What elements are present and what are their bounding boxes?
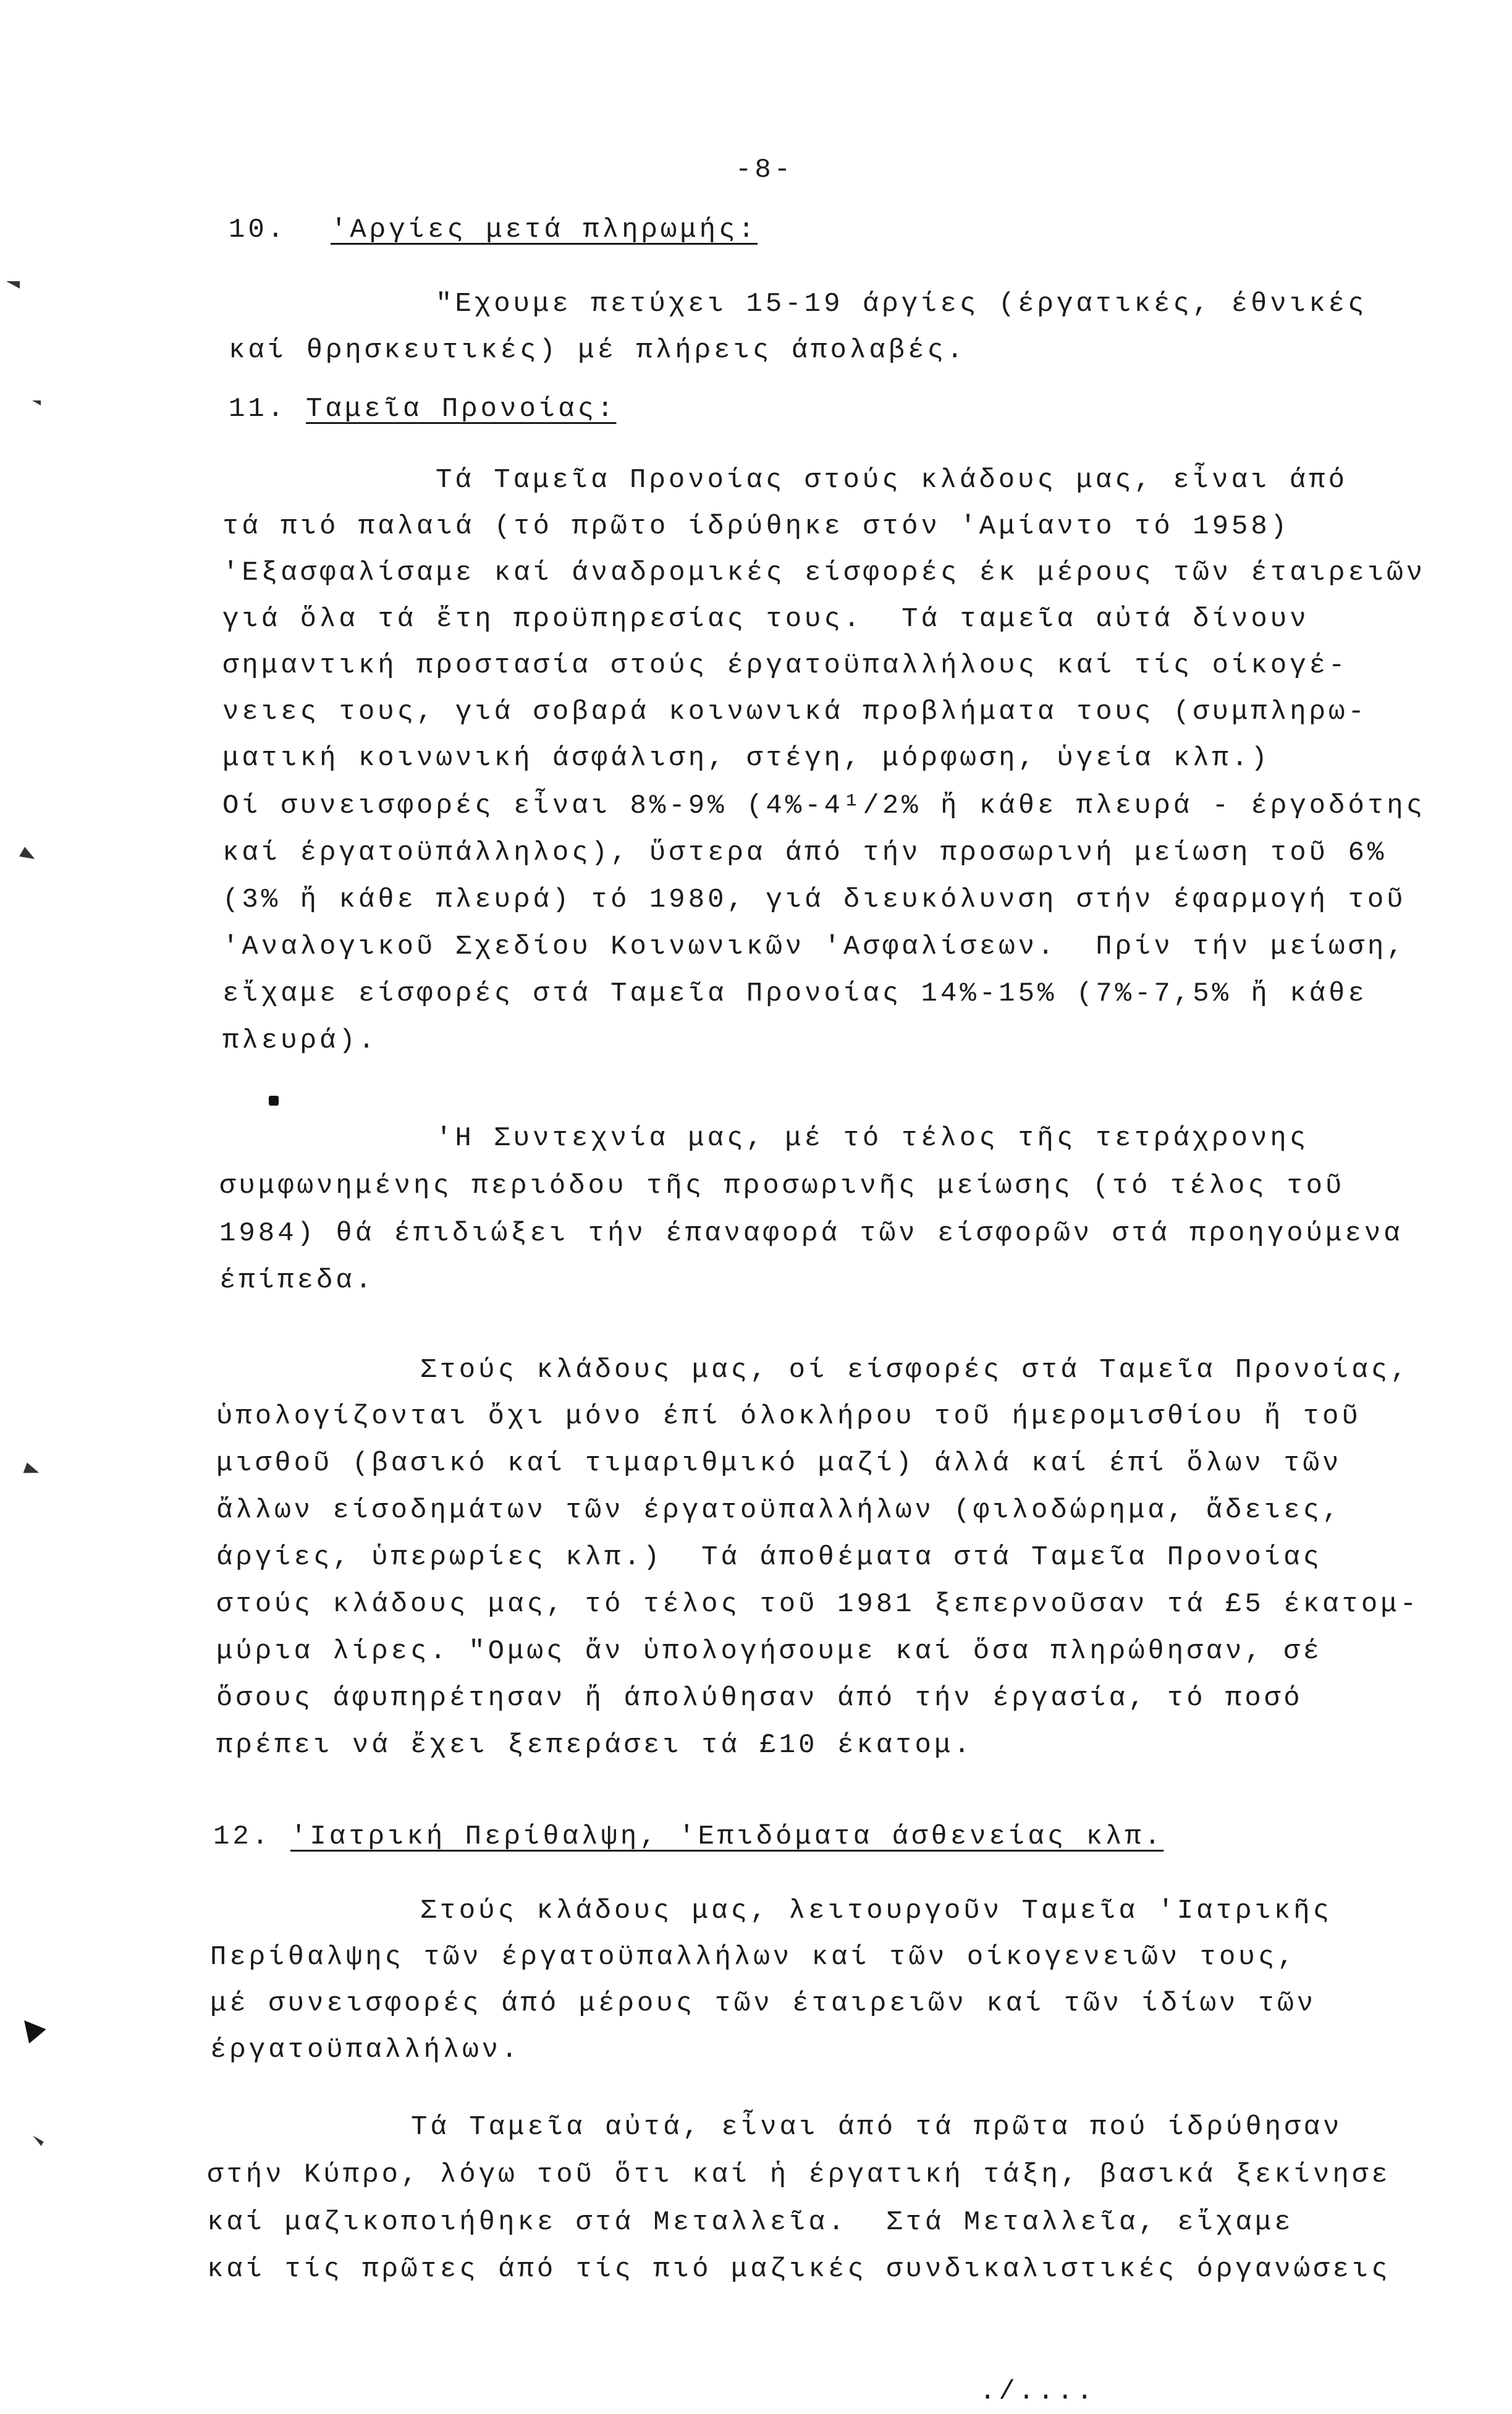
text-line: στήν Κύπρο, λόγω τοῦ ὅτι καί ἡ έργατική τάξη, βασικά ξεκίνησε (207, 2159, 1391, 2190)
page-number: -8- (735, 155, 794, 185)
text-line: καί θρησκευτικές) μέ πλήρεις άπολαβές. (229, 335, 966, 366)
section-11-heading: Ταμεῖα Προνοίας: (306, 394, 617, 425)
text-line: Τά Ταμεῖα Προνοίας στούς κλάδους μας, εἶναι άπό (436, 465, 1348, 496)
text-line: 'Εξασφαλίσαμε καί άναδρομικές είσφορές έκ μέρους τῶν έταιρειῶν (222, 557, 1426, 588)
scan-mark (23, 1462, 41, 1478)
text-line: 'Αναλογικοῦ Σχεδίου Κοινωνικῶν 'Ασφαλίσεων. Πρίν τήν μείωση, (222, 931, 1406, 962)
continuation-mark: ./.... (979, 2376, 1096, 2407)
text-line: Στούς κλάδους μας, λειτουργοῦν Ταμεῖα 'Ιατρικῆς (420, 1895, 1333, 1926)
text-line: πλευρά). (222, 1025, 378, 1056)
section-10-number: 10. (229, 214, 287, 245)
text-line: ὑπολογίζονται ὄχι μόνο έπί όλοκλήρου τοῦ ήμερομισθίου ἤ τοῦ (216, 1401, 1361, 1432)
text-line: εἴχαμε είσφορές στά Ταμεῖα Προνοίας 14%-15% (7%-7,5% ἤ κάθε (222, 978, 1367, 1009)
text-line: στούς κλάδους μας, τό τέλος τοῦ 1981 ξεπερνοῦσαν τά £5 έκατομ- (216, 1589, 1420, 1620)
text-line: Οί συνεισφορές εἶναι 8%-9% (4%-4¹/2% ἤ κάθε πλευρά - έργοδότης (222, 790, 1426, 821)
scan-mark (6, 281, 20, 289)
section-12-heading: 'Ιατρική Περίθαλψη, 'Επιδόματα άσθενείας κλπ. (290, 1821, 1164, 1852)
scan-mark (269, 1096, 279, 1106)
scan-mark (32, 400, 41, 405)
section-11-number: 11. (229, 394, 287, 425)
text-line: έργατοϋπαλλήλων. (210, 2035, 521, 2065)
scan-mark (30, 2136, 43, 2146)
text-line: 1984) θά έπιδιώξει τήν έπαναφορά τῶν είσφορῶν στά προηγούμενα (219, 1218, 1403, 1249)
text-line: μύρια λίρες. "Ομως ἄν ὑπολογήσουμε καί ὅσα πληρώθησαν, σέ (216, 1636, 1323, 1667)
text-line: μισθοῦ (βασικό καί τιμαριθμικό μαζί) άλλά καί έπί ὅλων τῶν (216, 1448, 1342, 1479)
text-line: έπίπεδα. (219, 1265, 375, 1296)
text-line: "Εχουμε πετύχει 15-19 άργίες (έργατικές, έθνικές (436, 289, 1367, 320)
scan-mark (19, 847, 38, 864)
text-line: νειες τους, γιά σοβαρά κοινωνικά προβλήματα τους (συμπληρω- (222, 697, 1367, 727)
text-line: μέ συνεισφορές άπό μέρους τῶν έταιρειῶν καί τῶν ίδίων τῶν (210, 1988, 1317, 2019)
text-line: πρέπει νά ἔχει ξεπεράσει τά £10 έκατομ. (216, 1730, 973, 1761)
text-line: Τά Ταμεῖα αὐτά, εἶναι άπό τά πρῶτα πού ίδρύθησαν (411, 2112, 1343, 2143)
text-line: άργίες, ὑπερωρίες κλπ.) Τά άποθέματα στά Ταμεῖα Προνοίας (216, 1542, 1323, 1573)
section-12-number: 12. (213, 1821, 272, 1852)
text-line: γιά ὅλα τά ἔτη προϋπηρεσίας τους. Τά ταμεῖα αὐτά δίνουν (222, 604, 1309, 635)
text-line: Στούς κλάδους μας, οί είσφορές στά Ταμεῖα Προνοίας, (420, 1355, 1410, 1386)
text-line: ὅσους άφυπηρέτησαν ἤ άπολύθησαν άπό τήν έργασία, τό ποσό (216, 1683, 1303, 1714)
text-line: καί μαζικοποιήθηκε στά Μεταλλεῖα. Στά Μεταλλεῖα, εἴχαμε (207, 2207, 1294, 2238)
text-line: σημαντική προστασία στούς έργατοϋπαλλήλους καί τίς οίκογέ- (222, 650, 1348, 681)
section-10-heading: 'Αργίες μετά πληρωμής: (331, 214, 758, 245)
scan-mark (15, 2013, 46, 2043)
text-line: 'Η Συντεχνία μας, μέ τό τέλος τῆς τετράχρονης (436, 1123, 1309, 1154)
text-line: ματική κοινωνική άσφάλιση, στέγη, μόρφωση, ὑγεία κλπ.) (222, 743, 1270, 774)
text-line: συμφωνημένης περιόδου τῆς προσωρινῆς μείωσης (τό τέλος τοῦ (219, 1171, 1345, 1201)
text-line: καί τίς πρῶτες άπό τίς πιό μαζικές συνδικαλιστικές όργανώσεις (207, 2254, 1391, 2285)
text-line: (3% ἤ κάθε πλευρά) τό 1980, γιά διευκόλυνση στήν έφαρμογή τοῦ (222, 884, 1406, 915)
text-line: τά πιό παλαιά (τό πρῶτο ίδρύθηκε στόν 'Αμίαντο τό 1958) (222, 511, 1290, 542)
text-line: Περίθαλψης τῶν έργατοϋπαλλήλων καί τῶν οίκογενειῶν τους, (210, 1942, 1297, 1973)
text-line: καί έργατοϋπάλληλος), ὕστερα άπό τήν προσωρινή μείωση τοῦ 6% (222, 837, 1387, 868)
text-line: ἄλλων είσοδημάτων τῶν έργατοϋπαλλήλων (φιλοδώρημα, ἄδειες, (216, 1495, 1342, 1526)
